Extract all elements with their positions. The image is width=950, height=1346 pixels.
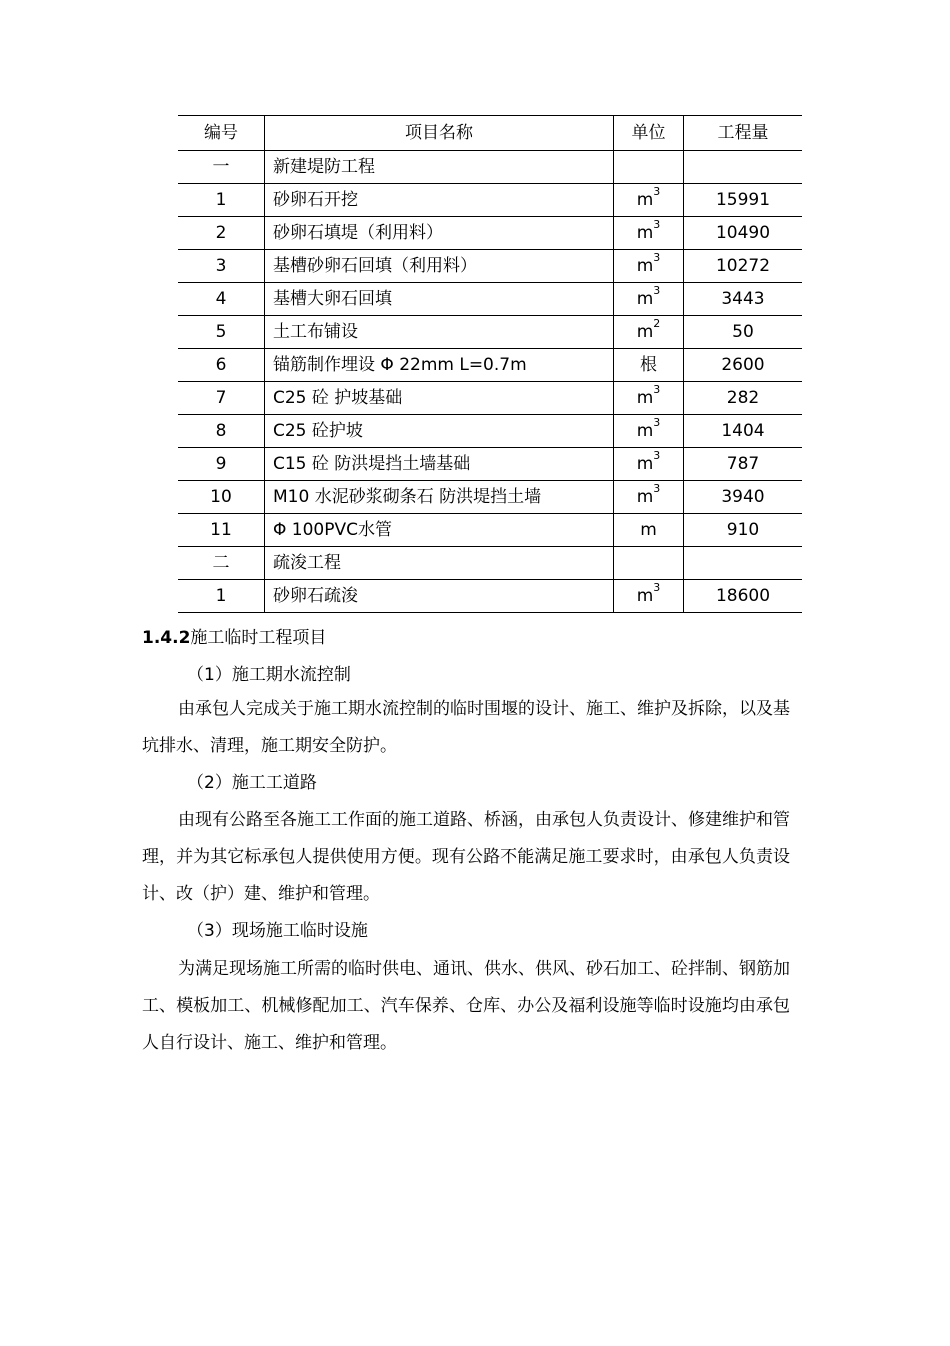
table-row — [178, 349, 802, 382]
table-row — [178, 316, 802, 349]
row-qty — [684, 151, 803, 184]
row-no: 8 — [178, 415, 265, 448]
row-unit — [614, 217, 684, 250]
row-name: 砂卵石开挖 — [265, 184, 614, 217]
row-name: C25 砼 护坡基础 — [265, 382, 614, 415]
row-unit — [614, 415, 684, 448]
row-no: 2 — [178, 217, 265, 250]
row-name: C15 砼 防洪堤挡土墙基础 — [265, 448, 614, 481]
unit-base: 根 — [640, 355, 657, 375]
table-row — [178, 514, 802, 547]
row-unit — [614, 151, 684, 184]
table-row — [178, 217, 802, 250]
table-row — [178, 481, 802, 514]
section-heading — [142, 620, 790, 657]
unit-exponent: 2 — [653, 317, 661, 331]
row-qty: 1404 — [684, 415, 803, 448]
unit-exponent: 3 — [653, 581, 661, 595]
row-no: 9 — [178, 448, 265, 481]
unit-exponent: 3 — [653, 284, 661, 298]
item-heading-2: （2）施工工道路 — [187, 773, 317, 793]
row-unit — [614, 349, 684, 382]
item-heading-3: （3）现场施工临时设施 — [187, 921, 368, 941]
item-body-3: 为满足现场施工所需的临时供电、通讯、供水、供风、砂石加工、砼拌制、钢筋加工、模板加工、机械修配加工、汽车保养、仓库、办公及福利设施等临时设施均由承包人自行设计、施工、维护和管理。 — [142, 959, 790, 1053]
row-no: 11 — [178, 514, 265, 547]
item-body-1: 由承包人完成关于施工期水流控制的临时围堰的设计、施工、维护及拆除，以及基坑排水、清理，施工期安全防护。 — [142, 699, 790, 756]
row-no: 6 — [178, 349, 265, 382]
row-unit — [614, 250, 684, 283]
header-qty: 工程量 — [684, 116, 803, 151]
row-qty — [684, 547, 803, 580]
row-no: 5 — [178, 316, 265, 349]
row-unit — [614, 580, 684, 613]
row-unit — [614, 547, 684, 580]
unit-base: m — [636, 454, 654, 474]
row-qty: 910 — [684, 514, 803, 547]
section-title: 施工临时工程项目 — [190, 628, 327, 648]
item-heading-1: （1）施工期水流控制 — [187, 665, 351, 685]
row-name: 锚筋制作埋设 Φ 22mm L=0.7m — [265, 349, 614, 382]
quantity-table — [178, 115, 802, 613]
unit-exponent: 3 — [653, 449, 661, 463]
unit-exponent: 3 — [653, 482, 661, 496]
row-unit — [614, 448, 684, 481]
row-name: 基槽大卵石回填 — [265, 283, 614, 316]
row-unit — [614, 514, 684, 547]
row-no: 1 — [178, 580, 265, 613]
row-no: 3 — [178, 250, 265, 283]
unit-base: m — [636, 289, 654, 309]
table-row — [178, 382, 802, 415]
unit-base: m — [636, 388, 654, 408]
row-qty: 15991 — [684, 184, 803, 217]
header-no: 编号 — [178, 116, 265, 151]
table-row — [178, 448, 802, 481]
row-qty: 10490 — [684, 217, 803, 250]
row-qty: 10272 — [684, 250, 803, 283]
row-qty: 282 — [684, 382, 803, 415]
unit-exponent: 3 — [653, 383, 661, 397]
row-unit — [614, 184, 684, 217]
table-row — [178, 184, 802, 217]
table-row — [178, 283, 802, 316]
table-row — [178, 547, 802, 580]
item-body-2: 由现有公路至各施工工作面的施工道路、桥涵，由承包人负责设计、修建维护和管理，并为其它标承包人提供使用方便。现有公路不能满足施工要求时，由承包人负责设计、改（护）建、维护和管理。 — [142, 810, 790, 904]
header-name: 项目名称 — [265, 116, 614, 151]
row-qty: 18600 — [684, 580, 803, 613]
unit-base: m — [640, 520, 657, 540]
row-name: 新建堤防工程 — [265, 151, 614, 184]
row-qty: 787 — [684, 448, 803, 481]
unit-base: m — [636, 586, 654, 606]
row-unit — [614, 316, 684, 349]
row-no: 二 — [178, 547, 265, 580]
row-no: 4 — [178, 283, 265, 316]
row-no: 7 — [178, 382, 265, 415]
section-number: 1.4.2 — [142, 628, 191, 648]
row-unit — [614, 283, 684, 316]
row-name: Φ 100PVC水管 — [265, 514, 614, 547]
unit-exponent: 3 — [653, 416, 661, 430]
row-name: 疏浚工程 — [265, 547, 614, 580]
unit-base: m — [636, 487, 654, 507]
table-row — [178, 151, 802, 184]
row-qty: 3443 — [684, 283, 803, 316]
row-no: 1 — [178, 184, 265, 217]
unit-base: m — [636, 322, 654, 342]
row-name: M10 水泥砂浆砌条石 防洪堤挡土墙 — [265, 481, 614, 514]
row-name: 砂卵石疏浚 — [265, 580, 614, 613]
row-no: 10 — [178, 481, 265, 514]
row-name: 砂卵石填堤（利用料） — [265, 217, 614, 250]
unit-base: m — [636, 190, 654, 210]
row-qty: 3940 — [684, 481, 803, 514]
unit-exponent: 3 — [653, 185, 661, 199]
row-name: 基槽砂卵石回填（利用料） — [265, 250, 614, 283]
unit-exponent: 3 — [653, 251, 661, 265]
unit-exponent: 3 — [653, 218, 661, 232]
row-unit — [614, 382, 684, 415]
table-row — [178, 415, 802, 448]
unit-base: m — [636, 256, 654, 276]
table-row — [178, 580, 802, 613]
header-unit: 单位 — [614, 116, 684, 151]
row-name: C25 砼护坡 — [265, 415, 614, 448]
row-name: 土工布铺设 — [265, 316, 614, 349]
table-header-row — [178, 116, 802, 151]
row-unit — [614, 481, 684, 514]
row-no: 一 — [178, 151, 265, 184]
table-row — [178, 250, 802, 283]
row-qty: 2600 — [684, 349, 803, 382]
unit-base: m — [636, 421, 654, 441]
row-qty: 50 — [684, 316, 803, 349]
unit-base: m — [636, 223, 654, 243]
